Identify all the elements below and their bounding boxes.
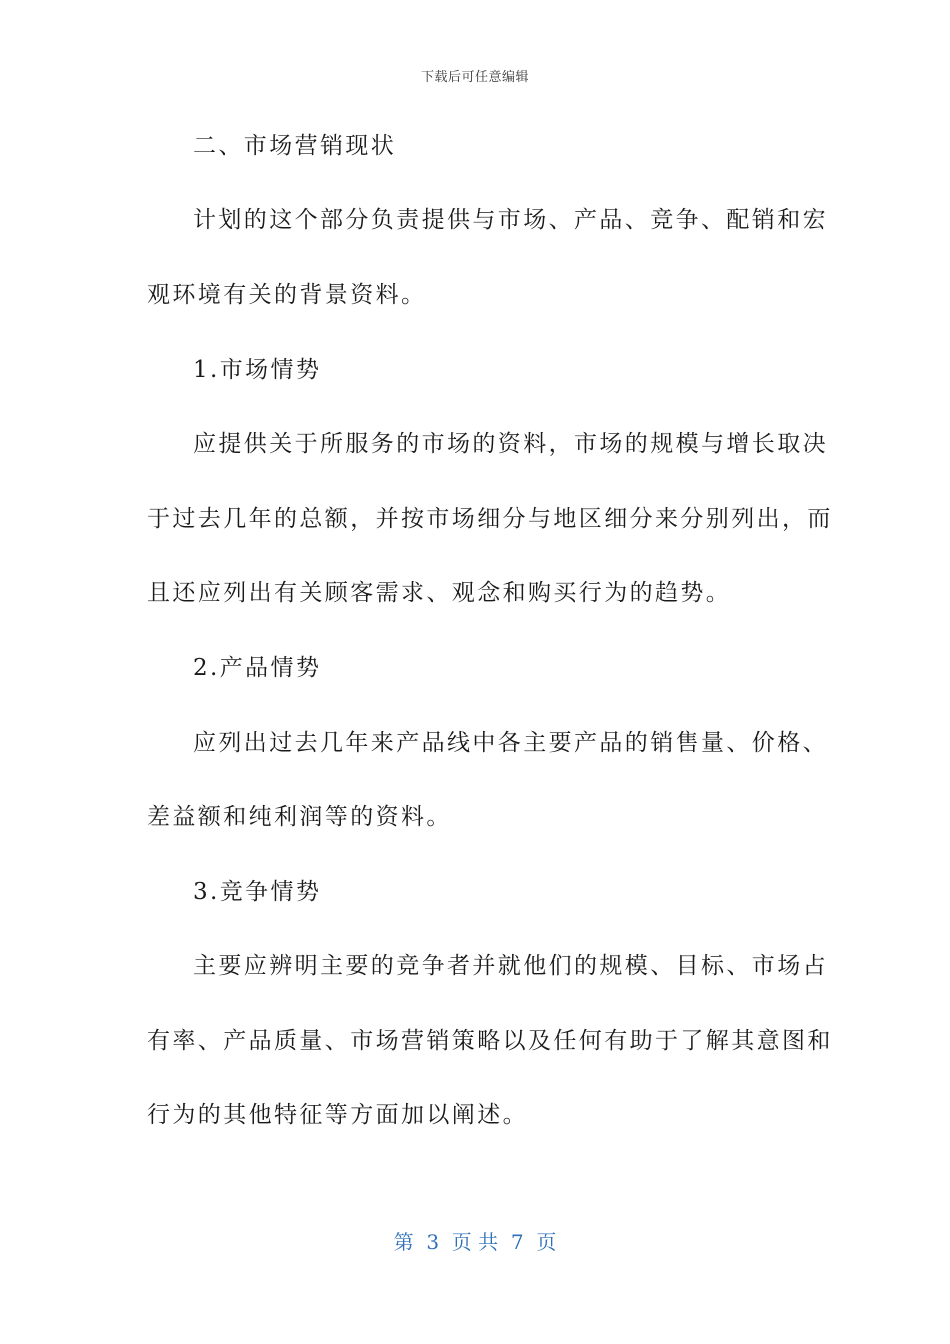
item1-line-3: 且还应列出有关顾客需求、观念和购买行为的趋势。 xyxy=(147,580,732,606)
item3-heading: 3.竞争情势 xyxy=(193,879,322,905)
item2-heading: 2.产品情势 xyxy=(193,655,322,681)
item2-line-2: 差益额和纯利润等的资料。 xyxy=(147,804,452,830)
item2-line-1: 应列出过去几年来产品线中各主要产品的销售量、价格、 xyxy=(193,730,828,756)
item1-line-2: 于过去几年的总额，并按市场细分与地区细分来分别列出，而 xyxy=(147,506,833,532)
item3-line-2: 有率、产品质量、市场营销策略以及任何有助于了解其意图和 xyxy=(147,1028,833,1054)
item1-heading: 1.市场情势 xyxy=(193,357,322,383)
item1-line-1: 应提供关于所服务的市场的资料，市场的规模与增长取决 xyxy=(193,431,828,457)
item3-line-3: 行为的其他特征等方面加以阐述。 xyxy=(147,1102,528,1128)
intro-line-2: 观环境有关的背景资料。 xyxy=(147,282,427,308)
header-note: 下载后可任意编辑 xyxy=(420,70,529,85)
intro-line-1: 计划的这个部分负责提供与市场、产品、竞争、配销和宏 xyxy=(193,207,828,233)
page-footer: 第 3 页 共 7 页 xyxy=(393,1230,557,1254)
item3-line-1: 主要应辨明主要的竞争者并就他们的规模、目标、市场占 xyxy=(193,953,828,979)
section-title: 二、市场营销现状 xyxy=(193,133,397,159)
